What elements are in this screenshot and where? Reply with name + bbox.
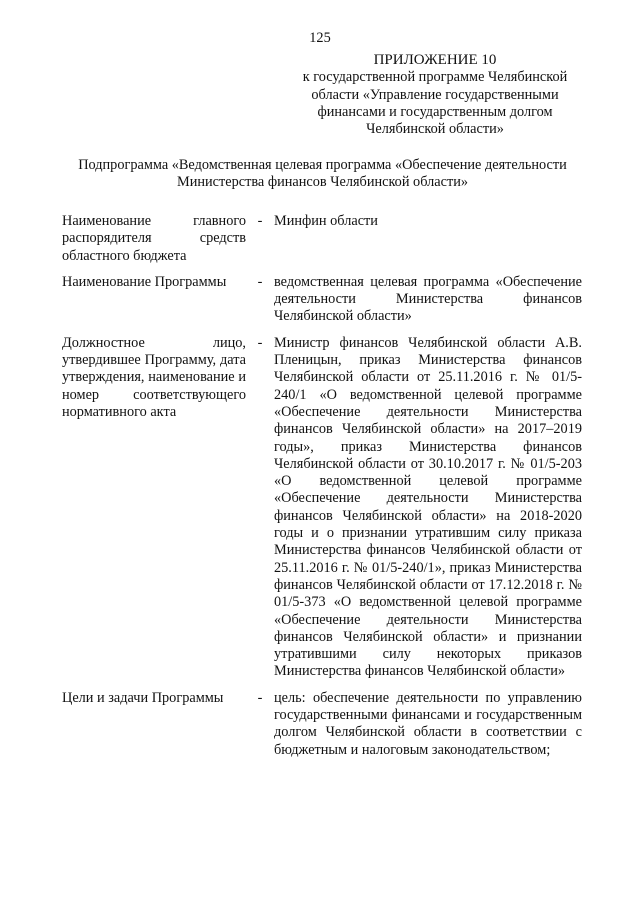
passport-row-goals <box>62 690 582 759</box>
page-number: 125 <box>309 30 331 46</box>
subprogram-title-line: Подпрограмма «Ведомственная целевая программа «Обеспечение деятельности <box>78 157 567 173</box>
passport-row-chief-administrator <box>62 213 582 265</box>
passport-row-program-name <box>62 274 582 326</box>
row-label: Цели и задачи Программы <box>62 689 224 706</box>
row-value: ведомственная целевая программа «Обеспечение деятельности Министерства финансов Челябинской области» <box>274 273 582 325</box>
row-label: Наименование Программы <box>62 273 227 290</box>
row-dash: - <box>257 689 263 706</box>
appendix-line: к государственной программе Челябинской <box>302 69 568 86</box>
appendix-line: области «Управление государственными <box>311 86 559 103</box>
appendix-heading: ПРИЛОЖЕНИЕ 10 <box>373 52 497 68</box>
row-value: цель: обеспечение деятельности по управлению государственными финансами и государственным долгом Челябинской области в соответствии с бюджетным и налоговым законодательством; <box>274 689 582 758</box>
appendix-line: финансами и государственным долгом <box>317 103 553 120</box>
row-dash: - <box>257 334 263 351</box>
subprogram-title <box>50 157 595 192</box>
passport-table <box>62 213 582 768</box>
passport-row-approving-official <box>62 335 582 681</box>
row-value: Министр финансов Челябинской области А.В. Пленицын, приказ Министерства финансов Челябинской области от 25.11.2016 г. № 01/5-240/1 «О ведомственной целевой программе «Обеспечение деятельности Министерства финансов Челябинской области» на 2017–2019 годы», приказ Министерства финансов Челябинской области от 30.10.2017 г. № 01/5-203 «О ведомственной целевой программе «Обеспечение деятельности Министерства финансов Челябинской области» на 2018-2020 годы и о признании утратившим силу приказа Министерства финансов Челябинской области от 25.11.2016 г. № 01/5-240/1», приказ Министерства финансов Челябинской области от 17.12.2018 г. № 01/5-373 «О ведомственной целевой программе «Обеспечение деятельности Министерства финансов Челябинской области» и признании утратившими силу некоторых приказов Министерства финансов Челябинской области» <box>274 334 582 680</box>
row-dash: - <box>257 213 263 229</box>
subprogram-title-line: Министерства финансов Челябинской области» <box>176 174 468 191</box>
appendix-line: Челябинской области» <box>366 121 504 138</box>
row-label: Должностное лицо, утвердившее Программу, дата утверждения, наименование и номер соответствующего нормативного акта <box>62 334 246 420</box>
row-dash: - <box>257 273 263 290</box>
row-value: Минфин области <box>274 213 378 229</box>
row-label: Наименование главного распорядителя средств областного бюджета <box>62 213 246 264</box>
appendix-header <box>285 52 585 138</box>
